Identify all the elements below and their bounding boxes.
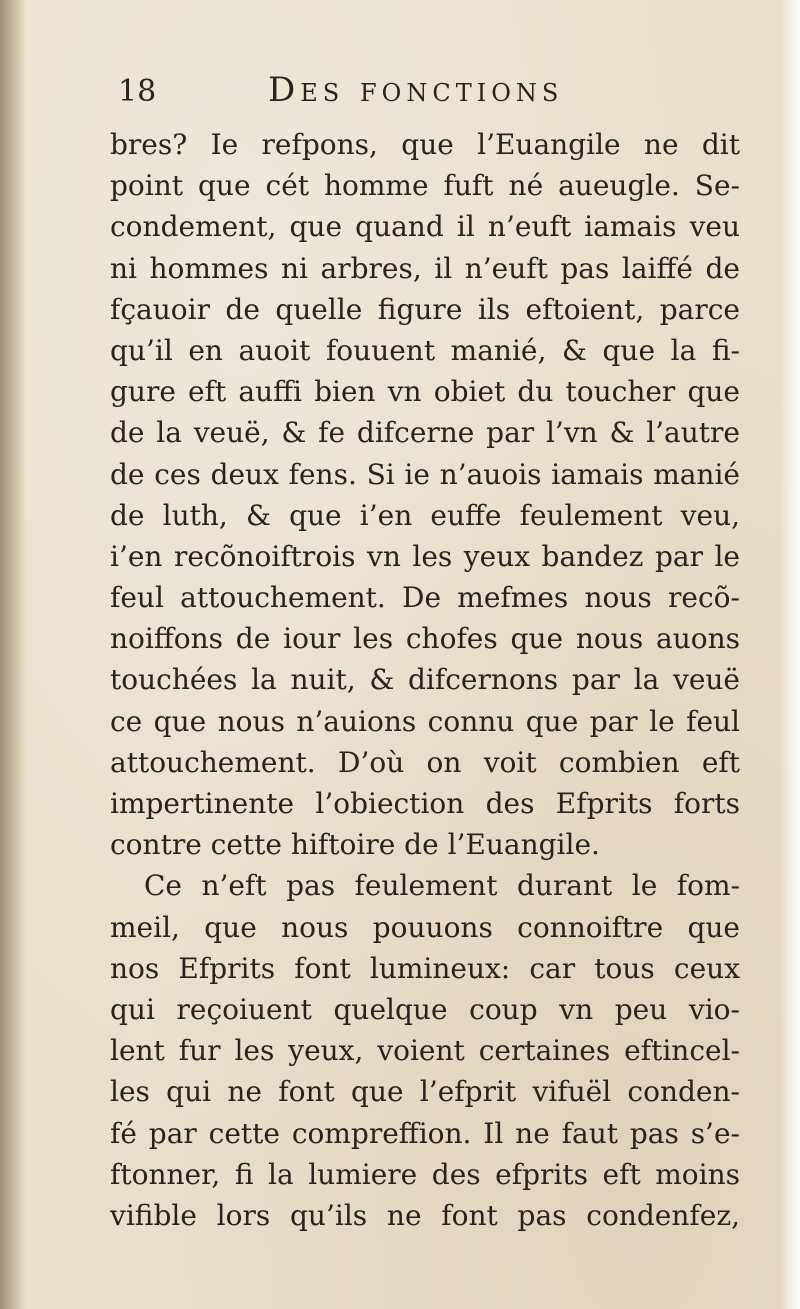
text-line: fé par cette compreffion. Il ne faut pas s’e- <box>110 1116 740 1150</box>
text-line: de la veuë, & fe difcerne par l’vn & l’autre <box>110 416 740 450</box>
text-line: meil, que nous pouuons connoiftre que <box>110 910 740 944</box>
text-line: i’en recõnoiftrois vn les yeux bandez par le <box>110 539 740 573</box>
text-line: contre cette hiftoire de l’Euangile. <box>110 828 600 862</box>
text-line: vifible lors qu’ils ne font pas condenfez, <box>110 1198 740 1232</box>
text-line: bres? Ie refpons, que l’Euangile ne dit <box>110 128 740 161</box>
text-line: attouchement. D’où on voit combien eft <box>110 745 740 779</box>
body-text <box>110 124 740 1236</box>
binding-shadow <box>0 0 26 1309</box>
text-line: impertinente l’obiection des Efprits forts <box>110 787 740 820</box>
page-header <box>118 66 638 116</box>
text-line: lent fur les yeux, voient certaines eftincel- <box>110 1034 740 1068</box>
page-edge <box>780 0 800 1309</box>
text-line: les qui ne font que l’efprit vifuël conden- <box>110 1075 740 1109</box>
text-line: de luth, & que i’en euffe feulement veu, <box>110 498 740 532</box>
paragraph-start: Ce n’eft pas feulement durant le fom- <box>144 869 740 903</box>
text-line: ftonner, fi la lumiere des efprits eft moins <box>110 1157 740 1191</box>
text-line: qui reçoiuent quelque coup vn peu vio- <box>110 992 740 1026</box>
text-line: touchées la nuit, & difcernons par la veuë <box>110 663 740 697</box>
text-line: feul attouchement. De mefmes nous recõ- <box>110 581 740 615</box>
text-line: condement, que quand il n’euft iamais veu <box>110 210 740 244</box>
text-line: point que cét homme fuft né aueugle. Se- <box>110 169 740 203</box>
running-head: Des fonctions <box>268 70 564 110</box>
text-line: fçauoir de quelle figure ils eftoient, parce <box>110 292 740 326</box>
text-line: de ces deux fens. Si ie n’auois iamais manié <box>110 457 740 491</box>
text-line: gure eft auffi bien vn obiet du toucher que <box>110 375 740 409</box>
text-line: noiffons de iour les chofes que nous auons <box>110 622 740 656</box>
page-number: 18 <box>118 74 157 109</box>
text-line: ni hommes ni arbres, il n’euft pas laiffé de <box>110 251 740 285</box>
text-line: nos Efprits font lumineux: car tous ceux <box>110 951 740 985</box>
text-line: ce que nous n’auions connu que par le feul <box>110 704 740 738</box>
text-line: qu’il en auoit fouuent manié, & que la fi- <box>110 333 740 367</box>
